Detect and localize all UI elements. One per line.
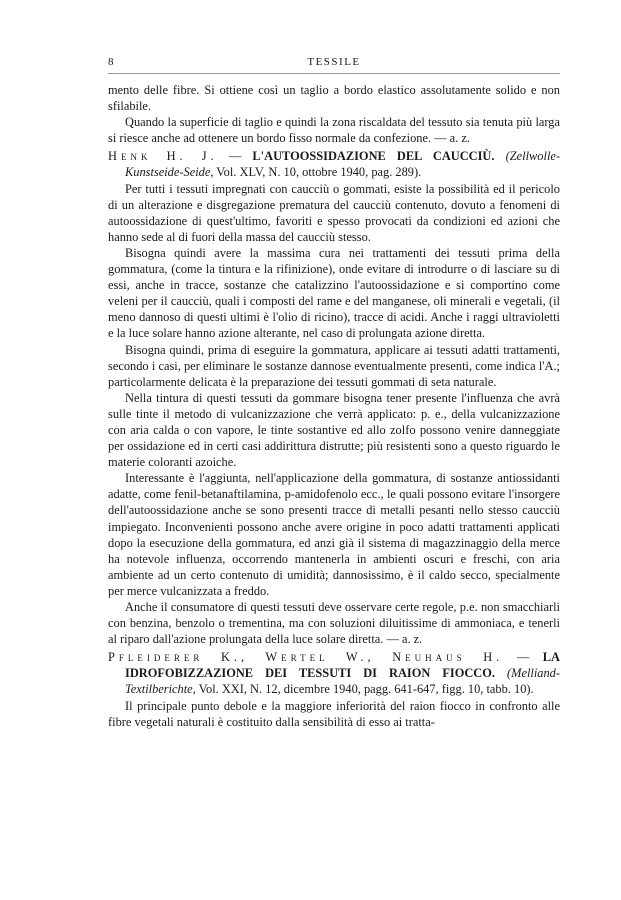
- bibliographic-entry: [108, 649, 560, 697]
- running-head: [108, 56, 560, 72]
- entry-journal: (Melliand-Textilberichte,: [125, 666, 560, 697]
- page: [108, 56, 561, 729]
- paragraph: mento delle fibre. Si ottiene così un taglio a bordo elastico assolutamente solido e non sfilabile.: [108, 83, 560, 114]
- running-title: TESSILE: [307, 56, 361, 68]
- paragraph: Bisogna quindi, prima di eseguire la gommatura, applicare ai tessuti adatti trattamenti, secondo i casi, per eliminare le sostanze dannose eventualmente presenti, come indica l'A.; particolarmente delicata è la preparazione dei tessuti gommati di seta naturale.: [108, 342, 560, 389]
- entry-author: Henk H. J.: [108, 149, 218, 164]
- entry-authors: Pfleiderer K., Wertel W., Neuhaus H.: [108, 650, 504, 665]
- body-text: [108, 82, 560, 730]
- paragraph: Per tutti i tessuti impregnati con caucciù o gommati, esiste la possibilità ed il pericolo di un alterazione e disgregazione prematura del caucciù contenuto, dovuto a fenomeni di autoossidazione di quest'ultimo, favoriti e spesso provocati da condizioni ed azioni che hanno sede al di fuori della massa del caucciù stesso.: [108, 181, 560, 244]
- entry-dash: —: [217, 149, 253, 164]
- paragraph: Interessante è l'aggiunta, nell'applicazione della gommatura, di sostanze antiossidanti adatte, come fenil-betanaftilamina, p-amidofenolo ecc., le quali possono evitare l'insorgere dell'autoossidazione anche se sono presenti tracce di metalli pesanti nello stesso caucciù impiegato. Inconvenienti possono anche avere origine in poco adatti trattamenti applicati dopo la esecuzione della gommatura, ed anzi già il sistema di magazzinaggio della merce ha notevole influenza, occorrendo mantenerla in ambienti oscuri e freschi, con aria ambiente ad un certo contenuto di umidità; dannosissimo, è il caldo secco, specialmente per merce vulcanizzata a freddo.: [108, 471, 560, 598]
- entry-reference: Vol. XXI, N. 12, dicembre 1940, pagg. 641-647, figg. 10, tabb. 10).: [195, 682, 534, 697]
- entry-title: L'AUTOOSSIDAZIONE DEL CAUCCIÙ.: [252, 149, 495, 164]
- paragraph: Bisogna quindi avere la massima cura nei trattamenti dei tessuti prima della gommatura, (come la tintura e la rifinizione), onde evitare di introdurre o di lasciare su di essi, anche in tracce, sostanze che catalizzino l'autoossidazione e si comportino come veleni per il caucciù, quali i composti del rame e del manganese, oli minerali e vegetali, (il meno dannoso di questi ultimi è l'olio di ricino), tracce di acidi. Anche i raggi ultravioletti e la luce solare hanno azione alterante, nel caso di prolungata azione diretta.: [108, 245, 560, 341]
- paragraph: Anche il consumatore di questi tessuti deve osservare certe regole, p.e. non smacchiarli con benzina, benzolo o trementina, ma con soluzioni diluitissime di ammoniaca, e tenerli al riparo dall'azione prolungata della luce solare diretta. — a. z.: [108, 600, 560, 647]
- paragraph: Nella tintura di questi tessuti da gommare bisogna tener presente l'influenza che avrà sulle tinte il metodo di vulcanizzazione che verrà applicato: p. e., della vulcanizzazione con aria calda o con vapore, le tinte sostantive ed allo zolfo possono venire danneggiate per ossidazione ed in certi casi addirittura distrutte; più resistenti sono a questo riguardo le materie coloranti azoiche.: [108, 390, 560, 470]
- paragraph: Quando la superficie di taglio e quindi la zona riscaldata del tessuto sia tenuta più larga si riesce anche ad ottenere un bordo fisso normale da confezione. — a. z.: [108, 115, 560, 146]
- entry-journal: (Zellwolle-Kunstseide-Seide,: [125, 149, 561, 180]
- bibliographic-entry: [108, 148, 560, 180]
- entry-dash: —: [503, 650, 543, 665]
- header-rule: [108, 73, 560, 74]
- page-number: 8: [108, 56, 115, 68]
- entry-reference: Vol. XLV, N. 10, ottobre 1940, pag. 289).: [213, 165, 422, 180]
- entry-title: LA IDROFOBIZZAZIONE DEI TESSUTI DI RAION FIOCCO.: [125, 650, 561, 681]
- paragraph: Il principale punto debole e la maggiore inferiorità del raion fiocco in confronto alle fibre vegetali naturali è costituito dalla sensibilità di esso ai tratta-: [108, 698, 560, 729]
